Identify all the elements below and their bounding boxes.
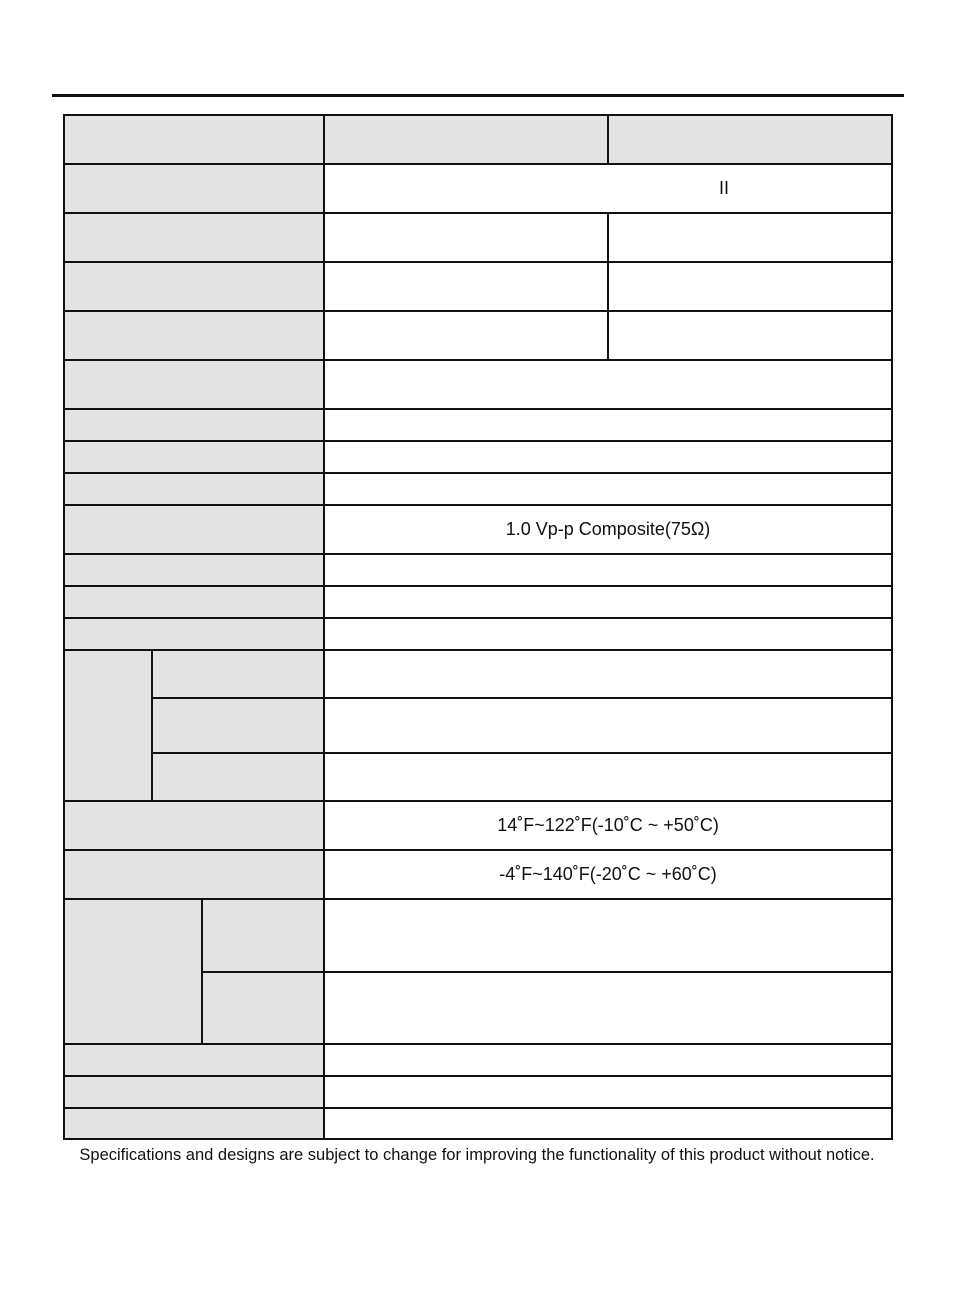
table-row: [64, 441, 892, 473]
sub-row-label: [202, 972, 324, 1044]
row-label: [64, 1076, 324, 1108]
specifications-table: [63, 114, 893, 1140]
row-label: [64, 554, 324, 586]
table-row: [64, 554, 892, 586]
table-header-row: [64, 115, 892, 164]
row-label: [64, 618, 324, 650]
table-row: [64, 1044, 892, 1076]
row-value: [324, 441, 892, 473]
table-row: [64, 311, 892, 360]
row-label: [64, 586, 324, 618]
row-label: [64, 441, 324, 473]
row-value: [324, 1076, 892, 1108]
operating-temperature-value: 14˚F~122˚F(-10˚C ~ +50˚C): [324, 801, 892, 850]
row-value: [324, 409, 892, 441]
row-value-model-2: [608, 213, 892, 262]
row-value: [324, 698, 892, 753]
row-label: [64, 850, 324, 899]
table-row: [64, 650, 892, 698]
row-value: [324, 972, 892, 1044]
row-label: [64, 360, 324, 409]
storage-temperature-value: -4˚F~140˚F(-20˚C ~ +60˚C): [324, 850, 892, 899]
table-row: [64, 473, 892, 505]
row-label: [64, 213, 324, 262]
table-row: [64, 586, 892, 618]
row-value: [324, 618, 892, 650]
row-value-model-1: [324, 311, 608, 360]
sub-row-label: [152, 650, 324, 698]
table-row-storage-temperature: [64, 850, 892, 899]
sub-row-label: [152, 698, 324, 753]
sub-row-label: [152, 753, 324, 801]
row-value-suffix: II: [719, 178, 730, 198]
group-label: [64, 899, 202, 1044]
row-label: [64, 409, 324, 441]
row-value: [324, 360, 892, 409]
row-label: [64, 262, 324, 311]
row-value: [324, 753, 892, 801]
sub-row-label: [202, 899, 324, 972]
table-row-operating-temperature: [64, 801, 892, 850]
row-value-model-1: [324, 262, 608, 311]
row-value: [324, 899, 892, 972]
header-cell-model-1: [324, 115, 608, 164]
row-value: [324, 586, 892, 618]
row-value: [324, 650, 892, 698]
row-value: [324, 554, 892, 586]
table-row-video-output: [64, 505, 892, 554]
row-label: [64, 505, 324, 554]
table-row: [64, 262, 892, 311]
row-value: [324, 164, 892, 213]
group-label: [64, 650, 152, 801]
table-row: [64, 899, 892, 972]
video-output-value: 1.0 Vp-p Composite(75Ω): [324, 505, 892, 554]
row-label: [64, 164, 324, 213]
row-label: [64, 1044, 324, 1076]
row-value: [324, 473, 892, 505]
table-row: [64, 618, 892, 650]
row-value: [324, 1108, 892, 1139]
table-row: [64, 213, 892, 262]
table-row: [64, 409, 892, 441]
table-row: [64, 360, 892, 409]
row-label: [64, 311, 324, 360]
row-label: [64, 801, 324, 850]
table-row: [64, 1076, 892, 1108]
row-label: [64, 1108, 324, 1139]
row-value: [324, 1044, 892, 1076]
table-row: [64, 164, 892, 213]
row-value-model-2: [608, 262, 892, 311]
header-cell-item: [64, 115, 324, 164]
table-row: [64, 1108, 892, 1139]
table-row: [64, 698, 892, 753]
top-rule: [52, 94, 904, 97]
header-cell-model-2: [608, 115, 892, 164]
row-value-model-2: [608, 311, 892, 360]
footnote: Specifications and designs are subject to change for improving the functionality of this product without notice.: [79, 1146, 875, 1164]
table-row: [64, 753, 892, 801]
row-label: [64, 473, 324, 505]
row-value-model-1: [324, 213, 608, 262]
